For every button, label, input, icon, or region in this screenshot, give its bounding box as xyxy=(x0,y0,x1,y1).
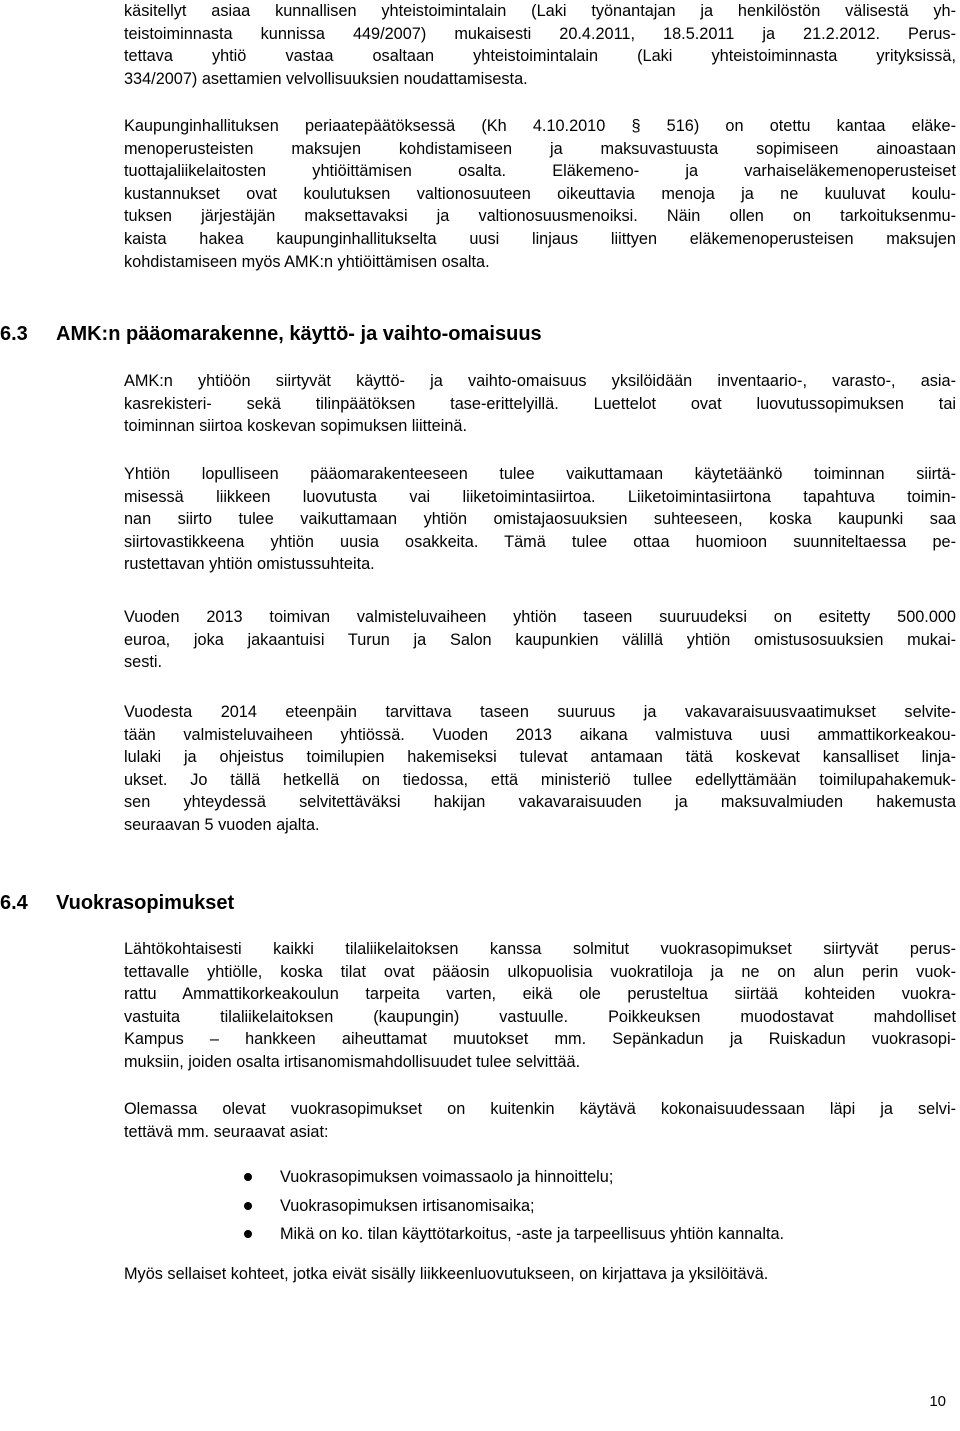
section-6-3-paragraph-1 xyxy=(124,370,956,438)
text-line: käsitellyt asiaa kunnallisen yhteistoimintalain (Laki työnantajan ja henkilöstön välisestä yh- xyxy=(124,2,956,20)
text-line: tään valmisteluvaiheen yhtiössä. Vuoden 2013 aikana valmistuva uusi ammattikorkeakou- xyxy=(124,725,956,744)
text-line: Yhtiön lopulliseen pääomarakenteeseen tulee vaikuttamaan käytetäänkö toiminnan siirtä- xyxy=(124,465,956,483)
text-line: kaista hakea kaupunginhallitukselta uusi linjaus liittyen eläkemenoperusteisen maksujen xyxy=(124,229,956,248)
text-line: tuottajaliikelaitosten yhtiöittämisen osalta. Eläkemeno- ja varhaiseläkemenoperusteiset xyxy=(124,162,956,181)
text-line: Vuoden 2013 toimivan valmisteluvaiheen yhtiön taseen suuruudeksi on esitetty 500.000 xyxy=(124,608,956,626)
text-line: toiminnan siirtoa koskevan sopimuksen liitteinä. xyxy=(124,417,467,436)
text-line: nan siirto tulee vaikuttamaan yhtiön omistajaosuuksien suhteeseen, koska kaupunki saa xyxy=(124,510,956,529)
bullet-icon xyxy=(244,1202,252,1210)
text-line: rustettavan yhtiön omistussuhteita. xyxy=(124,555,375,574)
text-line: Olemassa olevat vuokrasopimukset on kuitenkin käytävä kokonaisuudessaan läpi ja selvi- xyxy=(124,1100,956,1118)
text-line: rattu Ammattikorkeakoulun tarpeita varten, eikä ole perusteltua siirtää kohteiden vuokra- xyxy=(124,985,956,1004)
section-title: Vuokrasopimukset xyxy=(56,892,235,914)
section-number: 6.4 xyxy=(0,892,28,914)
list-item-text: Mikä on ko. tilan käyttötarkoitus, -aste ja tarpeellisuus yhtiön kannalta. xyxy=(280,1225,785,1244)
text-line: Lähtökohtaisesti kaikki tilaliikelaitoksen kanssa solmitut vuokrasopimukset siirtyvät perus- xyxy=(124,940,956,958)
text-line: muksiin, joiden osalta irtisanomismahdollisuudet tulee selvittää. xyxy=(124,1052,581,1071)
section-number: 6.3 xyxy=(0,323,28,345)
kh-paragraph xyxy=(124,115,956,273)
section-6-3-paragraph-2 xyxy=(124,463,956,576)
intro-paragraph xyxy=(124,0,956,90)
section-6-3-paragraph-4 xyxy=(124,701,956,837)
section-6-3-paragraph-3 xyxy=(124,606,956,674)
text-line: seuraavan 5 vuoden ajalta. xyxy=(124,815,320,834)
text-line: lulaki ja ohjeistus toimilupien hakemiseksi tulevat antamaan tätä koskevat kansalliset linja- xyxy=(124,748,956,767)
text-line: misessä liikkeen luovutusta vai liiketoimintasiirtoa. Liiketoimintasiirtona tapahtuva toimin- xyxy=(124,487,956,506)
text-line: Myös sellaiset kohteet, jotka eivät sisälly liikkeenluovutukseen, on kirjattava ja yksilöitävä. xyxy=(124,1265,769,1283)
text-line: Kaupunginhallituksen periaatepäätöksessä (Kh 4.10.2010 § 516) on otettu kantaa eläke- xyxy=(124,117,956,135)
text-line: ukset. Jo tällä hetkellä on tiedossa, että ministeriö tullee edellyttämään toimilupahakemuk- xyxy=(124,770,956,789)
text-line: tettävä mm. seuraavat asiat: xyxy=(124,1122,329,1141)
list-item-text: Vuokrasopimuksen voimassaolo ja hinnoittelu; xyxy=(280,1168,614,1186)
text-line: Kampus – hankkeen aiheuttamat muutokset mm. Sepänkadun ja Ruiskadun vuokrasopi- xyxy=(124,1030,956,1049)
text-line: teistoiminnasta kunnissa 449/2007) mukaisesti 20.4.2011, 18.5.2011 ja 21.2.2012. Perus- xyxy=(124,24,956,43)
bullet-icon xyxy=(244,1230,252,1238)
text-line: AMK:n yhtiöön siirtyvät käyttö- ja vaihto-omaisuus yksilöidään inventaario-, varasto-, asia- xyxy=(124,372,956,390)
text-line: kustannukset ovat koulutuksen valtionosuuteen oikeuttavia menoja ja ne kuuluvat koulu- xyxy=(124,184,956,203)
text-line: tettava yhtiö vastaa osaltaan yhteistoimintalain (Laki yhteistoiminnasta yrityksissä, xyxy=(124,47,956,66)
text-line: Vuodesta 2014 eteenpäin tarvittava taseen suuruus ja vakavaraisuusvaatimukset selvite- xyxy=(124,703,956,721)
text-line: kasrekisteri- sekä tilinpäätöksen tase-erittelyillä. Luettelot ovat luovutussopimuksen tai xyxy=(124,394,956,413)
text-line: tettavalle yhtiölle, koska tilat ovat pääosin ulkopuolisia vuokratiloja ja ne on alun perin vuok- xyxy=(124,962,956,981)
text-line: kohdistamiseen myös AMK:n yhtiöittämisen osalta. xyxy=(124,252,490,271)
text-line: sesti. xyxy=(124,653,163,672)
section-6-4-paragraph-1 xyxy=(124,938,956,1074)
page-number: 10 xyxy=(929,1393,946,1410)
section-6-4-closing xyxy=(124,1263,956,1286)
text-line: vastuita tilaliikelaitoksen (kaupungin) vastuulle. Poikkeuksen muodostavat mahdolliset xyxy=(124,1007,956,1026)
text-line: sen yhteydessä selvitettäväksi hakijan vakavaraisuuden ja maksuvalmiuden hakemusta xyxy=(124,793,956,812)
section-title: AMK:n pääomarakenne, käyttö- ja vaihto-omaisuus xyxy=(56,323,542,345)
bullet-icon xyxy=(244,1173,252,1181)
text-line: euroa, joka jakaantuisi Turun ja Salon kaupunkien välillä yhtiön omistusosuuksien mukai- xyxy=(124,630,956,649)
section-6-4-paragraph-2 xyxy=(124,1098,956,1143)
text-line: menoperusteisten maksujen kohdistamiseen ja maksuvastuusta sopimiseen ainoastaan xyxy=(124,139,956,158)
list-item-text: Vuokrasopimuksen irtisanomisaika; xyxy=(280,1196,535,1215)
text-line: siirtovastikkeena yhtiön uusia osakkeita. Tämä tulee ottaa huomioon suunniteltaessa pe- xyxy=(124,532,956,551)
text-line: 334/2007) asettamien velvollisuuksien noudattamisesta. xyxy=(124,69,528,88)
text-line: tuksen järjestäjän maksettavaksi ja valtionosuusmenoiksi. Näin ollen on tarkoituksenmu- xyxy=(124,207,956,226)
